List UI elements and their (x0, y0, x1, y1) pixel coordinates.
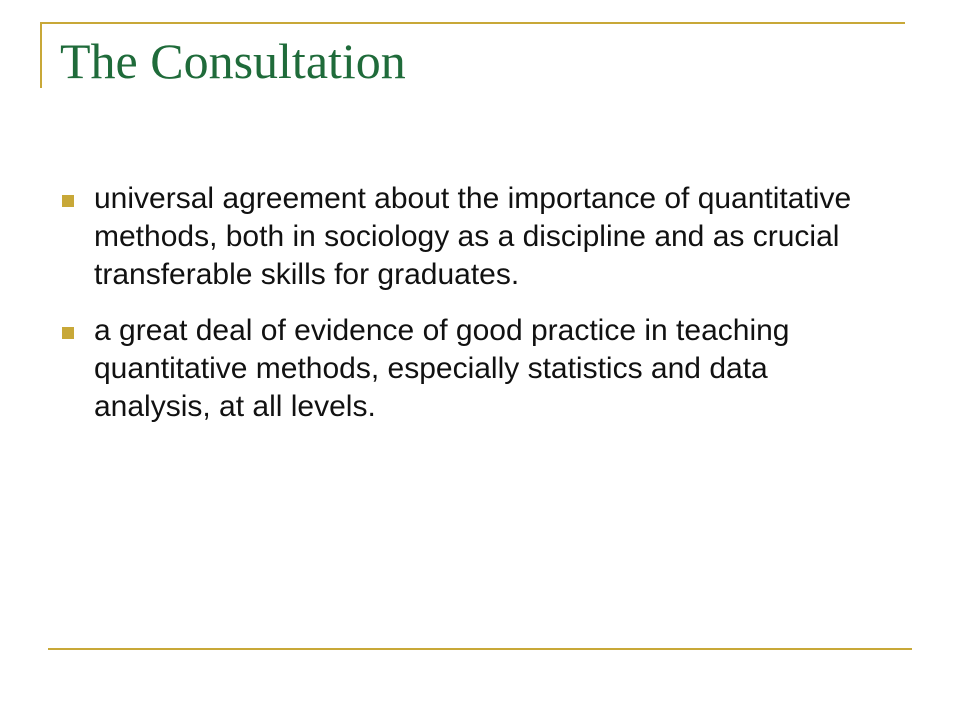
top-border-rule (40, 22, 905, 24)
bottom-border-rule (48, 648, 912, 650)
bullet-item (60, 312, 880, 426)
bullet-text: a great deal of evidence of good practice in teaching quantitative methods, especially statistics and data analysis, at all levels. (94, 314, 790, 423)
slide-title: The Consultation (60, 33, 406, 89)
bullet-text: universal agreement about the importance of quantitative methods, both in sociology as a discipline and as crucial transferable skills for graduates. (94, 182, 852, 291)
left-border-rule (40, 22, 42, 88)
square-bullet-icon (62, 327, 74, 339)
bullet-item (60, 180, 880, 294)
bullet-list (60, 180, 880, 444)
square-bullet-icon (62, 195, 74, 207)
